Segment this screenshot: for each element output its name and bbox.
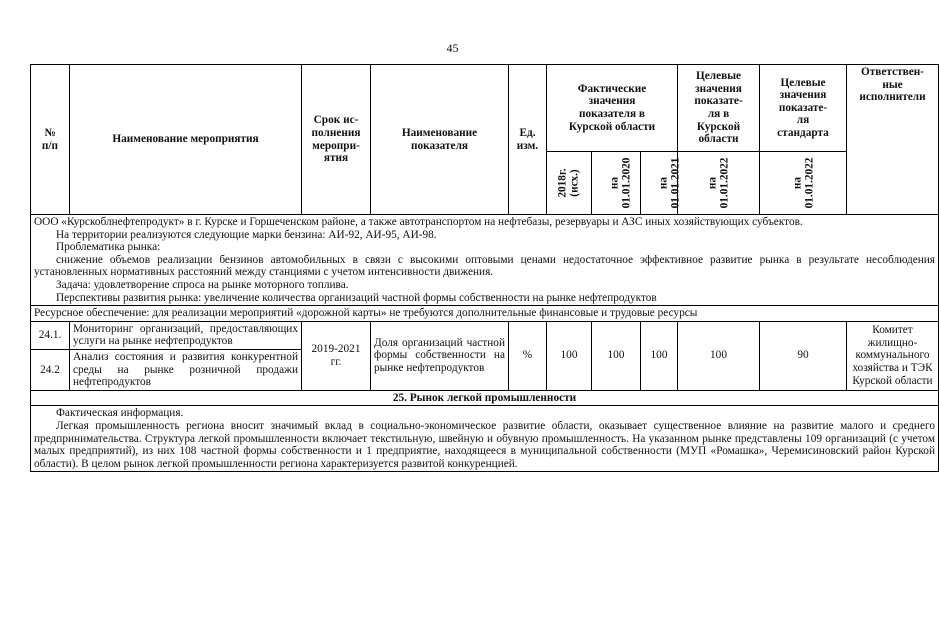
- unit-cell: %: [509, 321, 547, 390]
- intro-p4: снижение объемов реализации бензинов автомобильных в связи с высокими оптовыми ценами недостаточное эффективное развитие рынка в результате несоблюдения установленных нормативных расстояний между станциями с учетом интенсивности движения.: [34, 253, 935, 279]
- target-standard-cell: 90: [760, 321, 847, 390]
- indicator-cell: Доля организаций частной формы собственности на рынке нефтепродуктов: [371, 321, 509, 390]
- col-indicator-header: Наименование показателя: [371, 65, 509, 215]
- target-region-cell: 100: [678, 321, 760, 390]
- row-name: Мониторинг организаций, предоставляющих услуги на рынке нефтепродуктов: [70, 321, 302, 349]
- sub-2021: на 01.01.2021: [641, 152, 678, 215]
- intro-p1: ООО «Курскоблнефтепродукт» в г. Курске и Горшеченском районе, а также автотранспортом на нефтебазы, резервуары и АЗС иных хозяйствующих субъектов.: [34, 216, 803, 228]
- roadmap-table: [30, 64, 939, 472]
- row-num: 24.1.: [31, 321, 70, 349]
- resources-text: Ресурсное обеспечение: для реализации мероприятий «дорожной карты» не требуются дополнительные финансовые и трудовые ресурсы: [31, 306, 939, 322]
- page-number: 45: [446, 41, 459, 55]
- section-title: 25. Рынок легкой промышленности: [31, 390, 939, 406]
- sub-2020: на 01.01.2020: [592, 152, 641, 215]
- col-target-standard-header: Целевые значения показате- ля стандарта: [760, 65, 847, 152]
- value-2020-cell: 100: [592, 321, 641, 390]
- facts-row: [31, 406, 939, 472]
- intro-p3: Проблематика рынка:: [56, 241, 161, 254]
- value-2021-cell: 100: [641, 321, 678, 390]
- intro-p5: Задача: удовлетворение спроса на рынке моторного топлива.: [56, 278, 349, 291]
- facts-p2: Легкая промышленность региона вносит значимый вклад в социально-экономическое развитие области, оказывает существенное влияние на развитие малого и среднего предпринимательства. Структура легкой промышленности включает текстильную, швейную и обувную промышленность. На указанном рынке представлены 109 организаций (с учетом малых предприятий), из них 108 частной формы собственности и 1 предприятие, находящееся в муниципальной собственности (МУП «Ромашка», Черемисиновский район Курской области). В целом рынок легкой промышленности региона характеризуется развитой конкуренцией.: [34, 419, 935, 470]
- sub-2022-standard: на 01.01.2022: [760, 152, 847, 215]
- section-row: [31, 390, 939, 406]
- facts-text: [31, 406, 939, 472]
- table-row: [31, 321, 939, 349]
- responsible-cell: Комитет жилищно-коммунального хозяйства и ТЭК Курской области: [847, 321, 939, 390]
- sub-2018: 2018г. (исх.): [547, 152, 592, 215]
- row-name: Анализ состояния и развития конкурентной среды на рынке розничной продажи нефтепродуктов: [70, 349, 302, 390]
- col-num-header: № п/п: [31, 65, 70, 215]
- sub-2022-region: на 01.01.2022: [678, 152, 760, 215]
- intro-row: [31, 215, 939, 306]
- resources-row: [31, 306, 939, 322]
- row-num: 24.2: [31, 349, 70, 390]
- facts-p1: Фактическая информация.: [56, 407, 184, 420]
- intro-p6: Перспективы развития рынка: увеличение количества организаций частной формы собственности на рынке нефтепродуктов: [56, 291, 657, 304]
- col-deadline-header: Срок ис- полнения меропри- ятия: [302, 65, 371, 215]
- col-unit-header: Ед. изм.: [509, 65, 547, 215]
- col-name-header: Наименование мероприятия: [70, 65, 302, 215]
- col-target-region-header: Целевые значения показате- ля в Курской области: [678, 65, 760, 152]
- intro-p2: На территории реализуются следующие марки бензина: АИ-92, АИ-95, АИ-98.: [56, 228, 437, 241]
- intro-text: [31, 215, 939, 306]
- header-row: [31, 65, 939, 152]
- col-actual-header: Фактические значения показателя в Курской области: [547, 65, 678, 152]
- col-responsible-header: Ответствен- ные исполнители: [847, 65, 939, 215]
- value-2018-cell: 100: [547, 321, 592, 390]
- deadline-cell: 2019-2021 гг.: [302, 321, 371, 390]
